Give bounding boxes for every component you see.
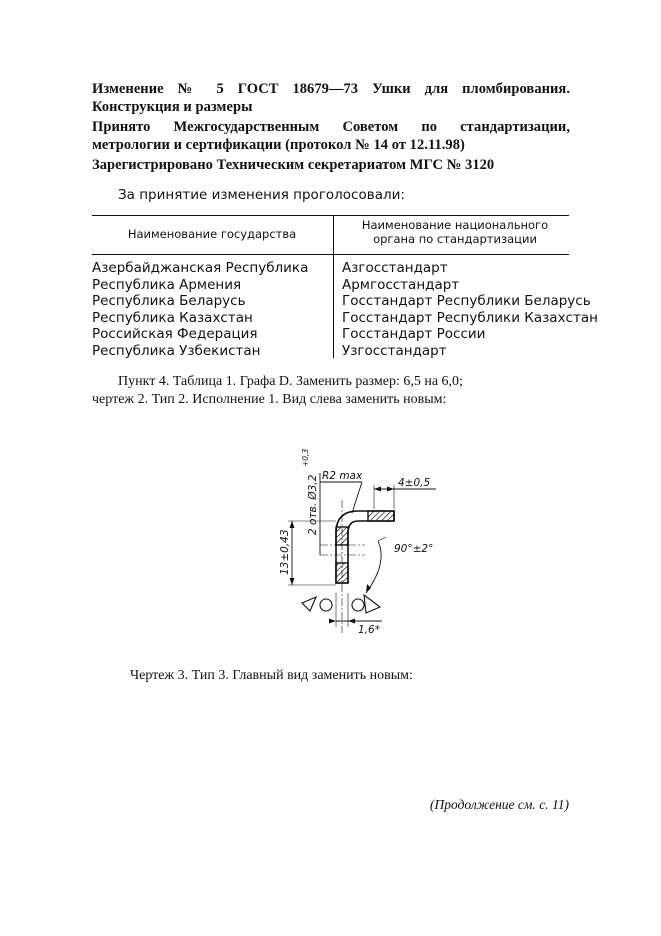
table-column-divider xyxy=(333,215,334,358)
figure3-instruction: Чертеж 3. Тип 3. Главный вид заменить новым: xyxy=(130,668,413,683)
state-list xyxy=(92,260,308,359)
surface-symbol-right xyxy=(364,595,380,613)
table-cell-state: Республика Армения xyxy=(92,276,242,293)
table-cell-body: Узгосстандарт xyxy=(342,342,447,359)
continuation-note: (Продолжение см. с. 11) xyxy=(430,797,569,812)
voted-intro: За принятие изменения проголосовали: xyxy=(118,187,405,203)
radius-label: R2 max xyxy=(322,470,363,482)
hole-label: 2 отв. Ø3,2 xyxy=(307,474,319,535)
amendment-text-line1: Пункт 4. Таблица 1. Графа D. Заменить размер: 6,5 на 6,0; xyxy=(118,374,463,389)
table-cell-body: Госстандарт Республики Беларусь xyxy=(342,293,591,309)
table-cell-body: Азгосстандарт xyxy=(342,260,448,276)
angle-arc xyxy=(366,541,381,593)
table-cell-body: Госстандарт Республики Казахстан xyxy=(342,309,598,326)
width-label: 4±0,5 xyxy=(398,477,431,489)
table-cell-state: Республика Беларусь xyxy=(92,293,246,309)
table-cell-body: Госстандарт России xyxy=(342,326,486,342)
table-cell-state: Российская Федерация xyxy=(92,326,258,342)
adoption-note: Принято Межгосударственным Советом по стандартизации, метрологии и сертификации (протокол № 14 от 12.11.98) xyxy=(92,119,570,153)
column-header-body xyxy=(340,218,570,246)
hole-tolerance-label: +0,3 xyxy=(301,448,310,467)
table-header-rule xyxy=(92,254,569,255)
thickness-label: 1,6* xyxy=(358,624,380,636)
column-header-body-line1: Наименование национального xyxy=(361,218,549,232)
table-cell-state: Республика Узбекистан xyxy=(92,342,261,359)
table-cell-body: Армгосстандарт xyxy=(342,276,460,293)
surface-symbol-left xyxy=(302,597,316,611)
seal-eye-drawing xyxy=(270,445,450,645)
column-header-body-line2: органа по стандартизации xyxy=(373,232,537,246)
height-label: 13±0,43 xyxy=(279,529,291,575)
amendment-title: Изменение № 5 ГОСТ 18679—73 Ушки для пломбирования. Конструкция и размеры xyxy=(92,81,570,115)
column-header-state: Наименование государства xyxy=(127,227,297,241)
amendment-text-line2: чертеж 2. Тип 2. Исполнение 1. Вид слева заменить новым: xyxy=(92,392,447,407)
table-cell-state: Республика Казахстан xyxy=(92,309,253,326)
table-cell-state: Азербайджанская Республика xyxy=(92,260,309,276)
section-hatch-top xyxy=(368,511,394,521)
registration-note: Зарегистрировано Техническим секретариатом МГС № 3120 xyxy=(92,157,495,173)
standards-body-list xyxy=(342,260,598,359)
table-top-rule xyxy=(92,215,569,216)
angle-label: 90°±2° xyxy=(394,543,434,555)
